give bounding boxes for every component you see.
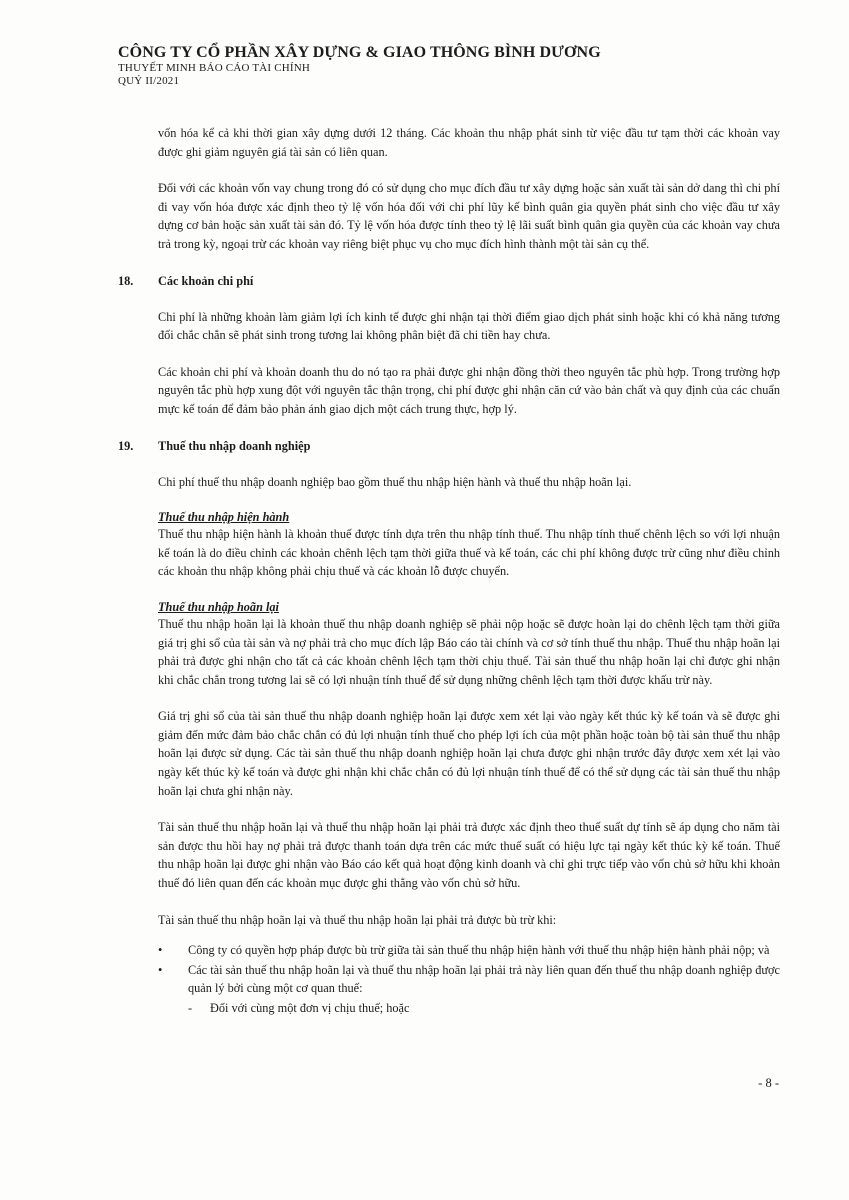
list-item <box>158 941 780 959</box>
list-item-text: Công ty có quyền hợp pháp được bù trừ giữa tài sản thuế thu nhập hiện hành với thuế thu nhập hiện hành phải nộp; và <box>188 943 770 958</box>
paragraph: Đối với các khoản vốn vay chung trong đó có sử dụng cho mục đích đầu tư xây dựng hoặc sản xuất tài sản dở dang thì chi phí đi vay vốn hóa được xác định theo tỷ lệ vốn hóa đối với chi phí lũy kế bình quân gia quyền phát sinh cho việc đầu tư xây dựng cơ bản hoặc sản xuất tài sản đó. Tỷ lệ vốn hóa được tính theo tỷ lệ lãi suất bình quân gia quyền của các khoản vay chưa trả trong kỳ, ngoại trừ các khoản vay riêng biệt phục vụ cho mục đích hình thành một tài sản cụ thể. <box>158 181 780 251</box>
section-number: 18. <box>118 273 134 288</box>
section-title: Thuế thu nhập doanh nghiệp <box>158 438 311 453</box>
page-header <box>118 44 601 88</box>
section-number: 19. <box>118 438 134 453</box>
company-name: CÔNG TY CỔ PHẦN XÂY DỰNG & GIAO THÔNG BÌNH DƯƠNG <box>118 44 601 61</box>
sub-list-item-text: Đối với cùng một đơn vị chịu thuế; hoặc <box>210 1001 410 1016</box>
list-item <box>158 961 780 997</box>
bullet-list <box>158 941 780 997</box>
bullet-icon: • <box>158 963 163 978</box>
paragraph: vốn hóa kể cả khi thời gian xây dựng dưới 12 tháng. Các khoản thu nhập phát sinh từ việc đầu tư tạm thời các khoản vay được ghi giảm nguyên giá tài sản có liên quan. <box>158 126 780 159</box>
paragraph: Tài sản thuế thu nhập hoãn lại và thuế thu nhập hoãn lại phải trả được xác định theo thuế suất dự tính sẽ áp dụng cho năm tài sản được thu hồi hay nợ phải trả được thanh toán dựa trên các mức thuế suất có hiệu lực tại ngày kết thúc kỳ kế toán. Thuế thu nhập hoãn lại được ghi nhận vào Báo cáo kết quả hoạt động kinh doanh và chỉ ghi trực tiếp vào vốn chủ sở hữu khi khoản thuế đó liên quan đến các khoản mục được ghi thẳng vào vốn chủ sở hữu. <box>158 820 780 891</box>
section-heading-19 <box>118 437 780 455</box>
page-number: - 8 - <box>758 1076 779 1090</box>
list-item-text: Các tài sản thuế thu nhập hoãn lại và thuế thu nhập hoãn lại phải trả này liên quan đến thuế thu nhập doanh nghiệp được quản lý bởi cùng một cơ quan thuế: <box>188 963 780 996</box>
subheading-current-tax: Thuế thu nhập hiện hành <box>158 510 290 525</box>
paragraph: Thuế thu nhập hiện hành là khoản thuế được tính dựa trên thu nhập tính thuế. Thu nhập tính thuế chênh lệch so với lợi nhuận kế toán là do điều chỉnh các khoản chênh lệch tạm thời giữa thuế và kế toán, các chi phí không được trừ cũng như điều chỉnh các khoản thu nhập không phải chịu thuế và các khoản lỗ được chuyển. <box>158 527 780 579</box>
subheading-deferred-tax: Thuế thu nhập hoãn lại <box>158 599 279 614</box>
paragraph: Giá trị ghi sổ của tài sản thuế thu nhập doanh nghiệp hoãn lại được xem xét lại vào ngày kết thúc kỳ kế toán và sẽ được ghi giảm đến mức đảm bảo chắc chắn có đủ lợi nhuận tính thuế cho phép lợi ích của một phần hoặc toàn bộ tài sản thuế thu nhập hoãn lại được sử dụng. Các tài sản thuế thu nhập doanh nghiệp hoãn lại chưa được ghi nhận trước đây được xem xét lại vào ngày kết thúc kỳ kế toán và được ghi nhận khi chắc chắn có đủ lợi nhuận tính thuế để có thể sử dụng các tài sản thuế thu nhập hoãn lại chưa ghi nhận này. <box>158 709 780 798</box>
report-period: QUÝ II/2021 <box>118 75 180 87</box>
paragraph: Các khoản chi phí và khoản doanh thu do nó tạo ra phải được ghi nhận đồng thời theo nguyên tắc phù hợp. Trong trường hợp nguyên tắc phù hợp xung đột với nguyên tắc thận trọng, chi phí được ghi nhận căn cứ vào bản chất và quy định của các chuẩn mực kế toán để đảm bảo phản ánh giao dịch một cách trung thực, hợp lý. <box>158 364 780 416</box>
section-heading-18 <box>118 272 780 290</box>
sub-list-item <box>188 999 780 1017</box>
paragraph: Thuế thu nhập hoãn lại là khoản thuế thu nhập doanh nghiệp sẽ phải nộp hoặc sẽ được hoàn lại do chênh lệch tạm thời giữa giá trị ghi sổ của tài sản và nợ phải trả cho mục đích lập Báo cáo tài chính và cơ sở tính thuế thu nhập. Thuế thu nhập hoãn lại phải trả được ghi nhận cho tất cả các khoản chênh lệch tạm thời chịu thuế. Tài sản thuế thu nhập hoãn lại chỉ được ghi nhận khi chắc chắn trong tương lai sẽ có lợi nhuận tính thuế để sử dụng những chênh lệch tạm thời được khấu trừ này. <box>158 616 780 687</box>
bullet-icon: • <box>158 943 163 958</box>
dash-icon: - <box>188 1001 193 1016</box>
document-body <box>118 124 780 1017</box>
section-title: Các khoản chi phí <box>158 273 254 288</box>
paragraph: Chi phí thuế thu nhập doanh nghiệp bao gồm thuế thu nhập hiện hành và thuế thu nhập hoãn lại. <box>158 474 632 489</box>
document-title: THUYẾT MINH BÁO CÁO TÀI CHÍNH <box>118 62 311 74</box>
paragraph: Chi phí là những khoản làm giảm lợi ích kinh tế được ghi nhận tại thời điểm giao dịch phát sinh hoặc khi có khả năng tương đối chắc chắn sẽ phát sinh trong tương lai không phân biệt đã chi tiền hay chưa. <box>158 309 780 343</box>
paragraph: Tài sản thuế thu nhập hoãn lại và thuế thu nhập hoãn lại phải trả được bù trừ khi: <box>158 912 557 927</box>
